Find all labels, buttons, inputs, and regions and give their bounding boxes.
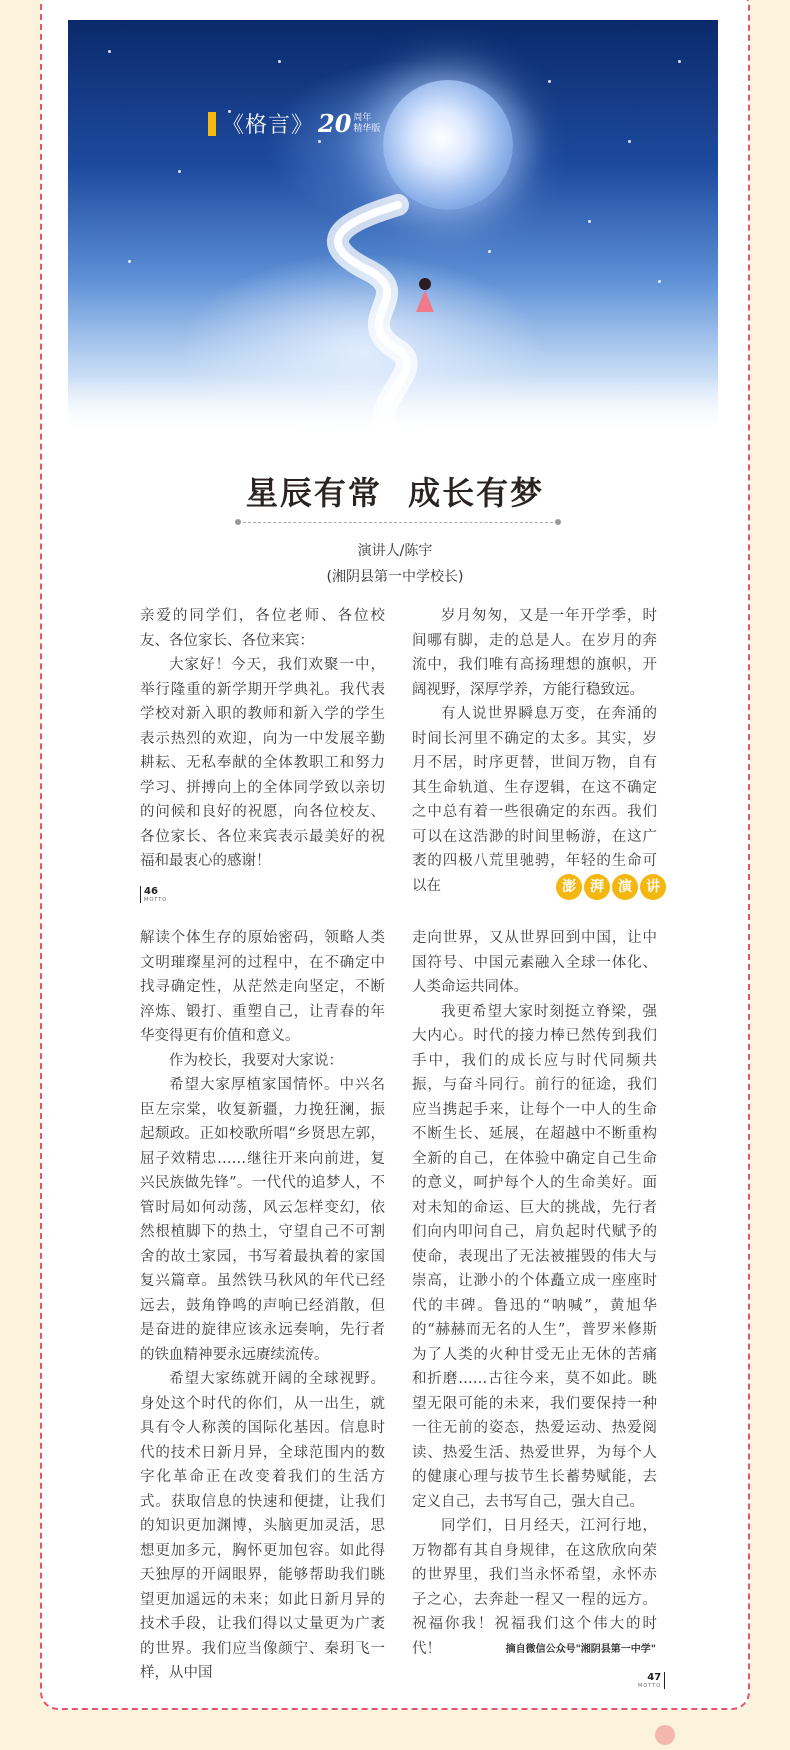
paragraph: 我更希望大家时刻挺立脊梁，强大内心。时代的接力棒已然传到我们手中，我们的成长应与时代同频共振，与奋斗同行。前行的征途，我们应当携起手来，让每个一中人的生命不断生长、延展，在超越中不断重构全新的自己，在体验中确定自己生命的意义，呵护每个人的生命美好。面对未知的命运、巨大的挑战，先行者们向内叩问自己，肩负起时代赋予的使命，表现出了无法被摧毁的伟大与崇高，让渺小的个体矗立成一座座时代的丰碑。鲁迅的“呐喊”，黄旭华的“赫赫而无名的人生”，普罗米修斯为了人类的火种甘受无止无休的苦痛和折磨……古往今来，莫不如此。眺望无限可能的未来，我们要保持一种一往无前的姿态，热爱运动、热爱阅读、热爱生活、热爱世界，为每个人的健康心理与拔节生长蓄势赋能，去定义自己，去书写自己，强大自己。 xyxy=(412,1003,657,1510)
byline xyxy=(0,538,790,590)
paragraph: 希望大家厚植家国情怀。中兴名臣左宗棠，收复新疆，力挽狂澜，振起颓政。正如校歌所唱“乡贤思左郭，屈子效精忠……继往开来向前进，复兴民族做先锋”。一代代的追梦人，不管时局如何动荡，风云怎样变幻，依然根植脚下的热土，守望自己不可割舍的故土家园，书写着最执着的家国复兴篇章。虽然铁马秋风的年代已经远去，鼓角铮鸣的声响已经消散，但是奋进的旋律应该永远奏响，先行者的铁血精神要永远赓续流传。 xyxy=(140,1077,385,1363)
anniversary-number: 20 xyxy=(318,109,352,138)
magazine-brand xyxy=(208,108,380,139)
paragraph: 同学们，日月经天，江河行地，万物都有其自身规律，在这欣欣向荣的世界里，我们当永怀希望，永怀赤子之心，去奔赴一程又一程的远方。祝福你我！祝福我们这个伟大的时代！ xyxy=(412,1518,657,1657)
paragraph: 走向世界，又从世界回到中国，让中国符号、中国元素融入全球一体化、人类命运共同体。 xyxy=(412,930,657,995)
column-bottom-left xyxy=(140,926,385,1686)
speaker: 演讲人/陈宇 xyxy=(357,543,433,559)
section-tag-char: 湃 xyxy=(584,874,610,900)
paragraph: 岁月匆匆，又是一年开学季，时间哪有脚，走的总是人。在岁月的奔流中，我们唯有高扬理想的旗帜，开阔视野，深厚学养，方能行稳致远。 xyxy=(412,608,657,698)
paragraph: 有人说世界瞬息万变，在奔涌的时间长河里不确定的太多。其实，岁月不居，时序更替，世间万物，自有其生命轨道、生存逻辑，在这不确定之中总有着一些很确定的东西。我们可以在这浩渺的时间里畅游，在这广袤的四极八荒里驰骋，年轻的生命可以在 xyxy=(412,706,657,894)
paragraph: 解读个体生存的原始密码，领略人类文明璀璨星河的过程中，在不确定中找寻确定性，从茫然走向坚定，不断淬炼、锻打、重塑自己，让青春的年华变得更有价值和意义。 xyxy=(140,930,385,1044)
paragraph: 希望大家练就开阔的全球视野。身处这个时代的你们，从一出生，就具有令人称羡的国际化基因。信息时代的技术日新月异，全球范围内的数字化革命正在改变着我们的生活方式。获取信息的快速和便捷，让我们的知识更加渊博，头脑更加灵活，思想更加多元，胸怀更加包容。如此得天独厚的开阔眼界，能够帮助我们眺望更加遥远的未来；如此日新月异的技术手段，让我们得以丈量更为广袤的世界。我们应当像颜宁、秦玥飞一样，从中国 xyxy=(140,1371,385,1681)
section-tag-char: 澎 xyxy=(556,874,582,900)
column-top-right xyxy=(412,604,657,898)
paragraph: 作为校长，我要对大家说： xyxy=(169,1052,343,1069)
hero-illustration xyxy=(68,20,718,435)
girl-figure xyxy=(416,278,434,312)
decorative-circle xyxy=(655,1725,675,1745)
source-note: 摘自微信公众号"湘阴县第一中学" xyxy=(505,1644,656,1655)
brand-bar xyxy=(208,112,216,136)
section-tag-char: 演 xyxy=(612,874,638,900)
column-bottom-right xyxy=(412,926,657,1661)
affiliation: (湘阴县第一中学校长) xyxy=(326,569,464,585)
paragraph: 亲爱的同学们，各位老师、各位校友、各位家长、各位来宾： xyxy=(140,608,385,649)
page-number-left: 46 MOTTO xyxy=(140,886,167,903)
star-path-illustration xyxy=(68,20,718,435)
section-tag xyxy=(556,874,666,900)
paragraph: 大家好！今天，我们欢聚一中，举行隆重的新学期开学典礼。我代表学校对新入职的教师和新入学的学生表示热烈的欢迎，向为一中发展辛勤耕耘、无私奉献的全体教职工和努力学习、拼搏向上的全体同学致以亲切的问候和良好的祝愿，向各位校友、各位家长、各位来宾表示最美好的祝福和最衷心的感谢！ xyxy=(140,657,385,869)
title-divider xyxy=(238,522,558,523)
magazine-name: 《格言》 xyxy=(222,113,315,138)
anniversary-label: 周年 精华版 xyxy=(353,112,381,134)
section-tag-char: 讲 xyxy=(640,874,666,900)
column-top-left xyxy=(140,604,385,874)
article-title: 星辰有常 成长有梦 xyxy=(245,474,545,512)
page-number-right: 47 MOTTO xyxy=(638,1672,665,1689)
